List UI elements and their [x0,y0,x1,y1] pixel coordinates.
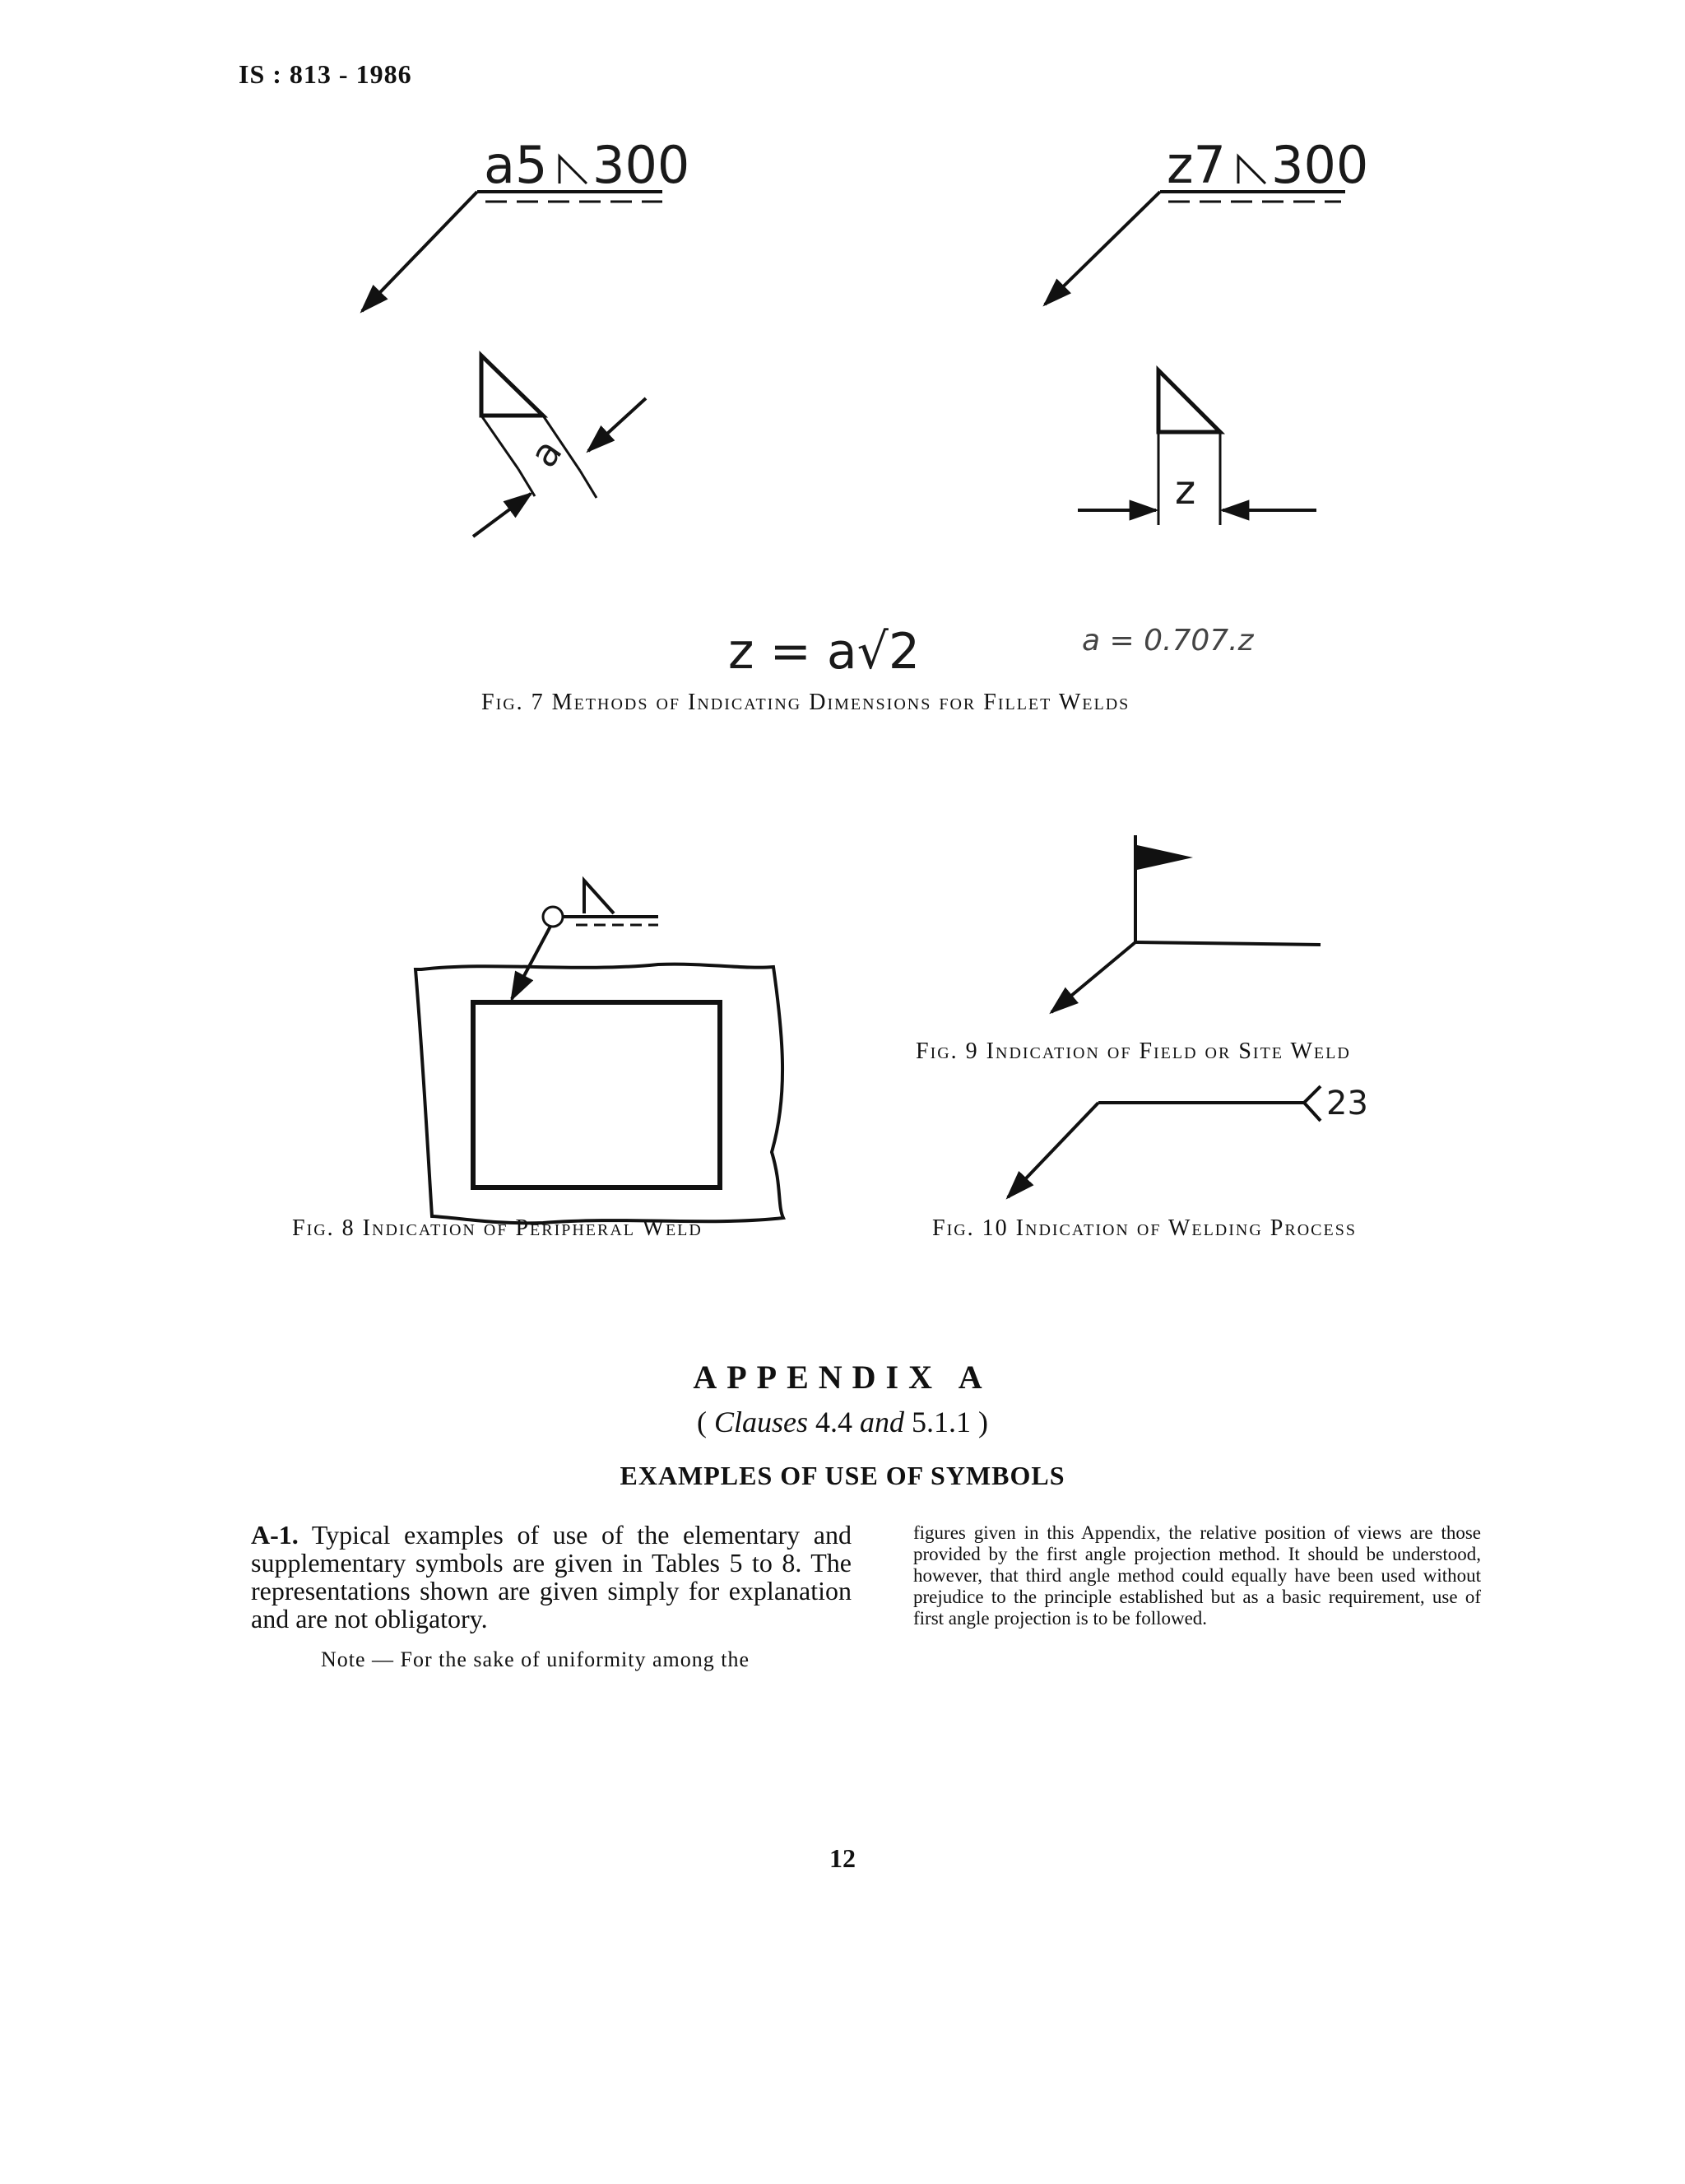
flag-icon [1137,845,1193,870]
fillet-symbol-icon [1238,156,1265,184]
note-text: Note — For the sake of uniformity among the [321,1647,750,1671]
clauses-and: and [860,1406,904,1438]
page-number: 12 [829,1843,856,1873]
all-around-circle-icon [543,907,563,927]
fig7-left-prefix: a5 [484,135,548,195]
appendix-title: APPENDIX A [693,1359,992,1396]
fig8-caption: Fig. 8 Indication of Peripheral Weld [292,1215,703,1241]
fig7-caption: Fig. 7 Methods of Indicating Dimensions for Fillet Welds [481,690,1130,715]
fig7-left-dim-label: a [521,430,571,476]
clauses-num-2: 5.1.1 ) [904,1406,988,1438]
fillet-symbol-icon [559,156,587,184]
appendix-heading: EXAMPLES OF USE OF SYMBOLS [620,1461,1065,1490]
fig7-right-section [1078,370,1316,525]
document-header: IS : 813 - 1986 [239,59,412,89]
paragraph-a1 [251,1521,852,1633]
fillet-symbol-icon [584,881,614,913]
fig9-drawing [1051,835,1321,1012]
fig7-handwritten-note: a = 0.707.z [1082,624,1254,658]
clauses-word: Clauses [713,1406,808,1438]
paragraph-text: Typical examples of use of the elementary and supplementary symbols are given in Tables 5 to 8. The representations shown are given simply for explanation and are not obligatory. [251,1520,852,1633]
fig7-right-callout [1045,135,1368,304]
clauses-num-1: 4.4 [808,1406,860,1438]
note-continuation: figures given in this Appendix, the relative position of views are those provided by the first angle projection method. It should be understood, however, that third angle method could equally have been used without prejudice to the principle established but as a basic requirement, use of first angle projection is to be followed. [913,1522,1481,1629]
fig7-left-callout [362,135,689,311]
appendix-clauses [0,1405,1685,1439]
fig7-formula: z = a√2 [728,623,921,681]
clauses-open: ( [696,1406,714,1438]
fig9-caption: Fig. 9 Indication of Field or Site Weld [916,1039,1351,1064]
fig10-drawing [1008,1085,1368,1197]
fig7-right-length: 300 [1271,135,1369,195]
fig7-left-length: 300 [592,135,690,195]
fig7-right-dim-label: z [1175,467,1196,513]
fig10-process-number: 23 [1326,1085,1368,1122]
fig7-left-section [473,355,646,537]
fig7-right-prefix: z7 [1167,135,1226,195]
fig8-drawing [415,881,783,1223]
process-tail-icon [1304,1086,1321,1121]
paragraph-label: A-1. [251,1520,299,1550]
fig10-caption: Fig. 10 Indication of Welding Process [932,1215,1357,1241]
